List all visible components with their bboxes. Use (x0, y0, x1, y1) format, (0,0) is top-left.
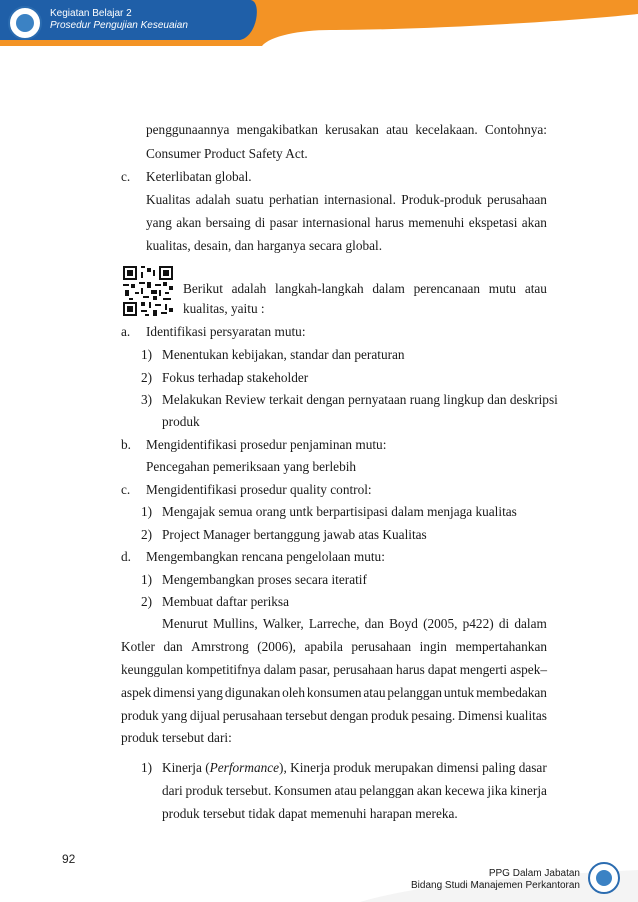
word: dan (163, 639, 183, 654)
word: adalah (195, 192, 231, 207)
text-line (146, 122, 547, 138)
text-line: Consumer Product Safety Act. (146, 146, 308, 161)
word: akan (521, 215, 547, 230)
emphasis-text: Performance (209, 760, 280, 775)
word: Contohnya: (484, 122, 547, 137)
qr-code-icon (123, 266, 173, 316)
word: pelanggan (387, 685, 443, 700)
list-item: Melakukan Review terkait dengan pernyataan ruang lingkup dan deskripsi (162, 392, 558, 407)
word: Kualitas (146, 192, 191, 207)
word: digunakan (224, 685, 281, 700)
text-line: kualitas, yaitu : (183, 301, 265, 316)
word: Larreche, (308, 616, 360, 631)
word: kerusakan (325, 122, 379, 137)
word: konsumen (306, 685, 362, 700)
list-number: 3) (141, 392, 153, 407)
footer-title (411, 868, 580, 892)
list-item: Fokus terhadap stakeholder (162, 370, 309, 385)
word: di (255, 215, 266, 230)
text-segment: Kinerja ( (162, 760, 210, 775)
word: mengerti (459, 662, 508, 677)
word: mengakibatkan (236, 122, 318, 137)
page-header (0, 0, 638, 52)
text-line (183, 281, 547, 297)
list-number: 1) (141, 504, 153, 519)
word: keunggulan (121, 662, 184, 677)
word: internasional. (323, 192, 396, 207)
word: produk (185, 783, 224, 798)
word: Konsumen (274, 783, 332, 798)
word: Amrstrong (191, 639, 249, 654)
header-title (50, 8, 188, 32)
word: Dimensi (457, 708, 503, 723)
list-marker: a. (121, 324, 131, 339)
word: mutu (488, 281, 517, 296)
word: dapat (427, 662, 457, 677)
list-marker: d. (121, 549, 131, 564)
word: Mullins, (212, 616, 258, 631)
word: penggunaannya (146, 122, 230, 137)
word: harus (375, 215, 404, 230)
footer-line-2: Bidang Studi Manajemen Perkantoran (411, 880, 580, 891)
word: apabila (304, 639, 343, 654)
word: dalam (372, 281, 405, 296)
text-line (121, 662, 547, 678)
header-line-1: Kegiatan Belajar 2 (50, 8, 132, 19)
word: adalah (231, 281, 267, 296)
text-line (146, 192, 547, 208)
word: aspek– (510, 662, 547, 677)
list-marker: c. (121, 169, 131, 184)
word: bersaing (205, 215, 251, 230)
word: Walker, (262, 616, 304, 631)
list-heading: Identifikasi persyaratan mutu: (146, 324, 306, 339)
text-line (121, 639, 547, 655)
list-item: Mengajak semua orang untk berpartisipasi dalam menjaga kualitas (162, 504, 517, 519)
word: suatu (235, 192, 264, 207)
word: (2005, (423, 616, 458, 631)
list-number: 2) (141, 370, 153, 385)
text-line (162, 760, 547, 776)
list-item: Mengembangkan proses secara iteratif (162, 572, 367, 587)
word: oleh (282, 685, 305, 700)
list-number: 1) (141, 572, 153, 587)
word: memenuhi (408, 215, 465, 230)
word: untuk (443, 685, 475, 700)
word: dalam (263, 662, 297, 677)
text-line: produk tersebut tidak dapat memenuhi harapan mereka. (162, 806, 458, 821)
list-item: Menentukan kebijakan, standar dan peraturan (162, 347, 405, 362)
text-line (146, 215, 547, 231)
word: membedakan (476, 685, 547, 700)
word: akan (176, 215, 202, 230)
word: kompetitifnya (186, 662, 261, 677)
word: perusahaan (333, 662, 393, 677)
list-number: 1) (141, 760, 153, 775)
word: tersebut (285, 708, 328, 723)
text-segment (162, 760, 547, 776)
list-item: Membuat daftar periksa (162, 594, 290, 609)
word: dimensi (153, 685, 196, 700)
text-line: Pencegahan pemeriksaan yang berlebih (146, 459, 357, 474)
list-marker: b. (121, 437, 131, 452)
text-line: produk (162, 414, 200, 429)
word: atau (386, 122, 409, 137)
word: kecewa (444, 783, 485, 798)
word: Produk-produk (401, 192, 482, 207)
list-heading: Mengidentifikasi prosedur penjaminan mutu: (146, 437, 387, 452)
word: perusahaan (351, 639, 412, 654)
word: p422) (462, 616, 494, 631)
word: perencanaan (413, 281, 481, 296)
word: dijual (189, 708, 221, 723)
ministry-emblem-icon (588, 862, 620, 894)
word: yang (197, 685, 223, 700)
word: aspek (121, 685, 152, 700)
word: ingin (419, 639, 447, 654)
word: produk (370, 708, 409, 723)
list-heading: Mengidentifikasi prosedur quality control: (146, 482, 372, 497)
word: kualitas (505, 708, 547, 723)
word: pelanggan (359, 783, 415, 798)
word: pesaing. (411, 708, 456, 723)
list-item: Project Manager bertanggung jawab atas Kualitas (162, 527, 427, 542)
page-number: 92 (62, 852, 76, 866)
list-number: 1) (141, 347, 153, 362)
word: perusahaan (487, 192, 547, 207)
word: Menurut (162, 616, 208, 631)
list-number: 2) (141, 594, 153, 609)
list-number: 2) (141, 527, 153, 542)
text-line (121, 685, 547, 701)
list-heading: Mengembangkan rencana pengelolaan mutu: (146, 549, 385, 564)
word: dalam (514, 616, 547, 631)
word: pasar, (299, 662, 331, 677)
word: dengan (329, 708, 369, 723)
word: Berikut (183, 281, 223, 296)
text-segment: ), Kinerja produk merupakan dimensi paling dasar (279, 760, 547, 775)
word: kecelakaan. (415, 122, 478, 137)
word: kinerja (510, 783, 547, 798)
word: atau (334, 783, 357, 798)
header-line-2: Prosedur Pengujian Keseuaian (50, 20, 188, 31)
text-line (121, 708, 547, 724)
text-line (162, 783, 547, 799)
list-marker: c. (121, 482, 131, 497)
word: langkah-langkah (275, 281, 364, 296)
word: ekspetasi (468, 215, 518, 230)
word: Kotler (121, 639, 155, 654)
ministry-emblem-icon (8, 6, 42, 40)
word: harus (396, 662, 425, 677)
word: pasar (269, 215, 298, 230)
word: perhatian (269, 192, 319, 207)
text-line (162, 616, 547, 632)
word: tersebut. (225, 783, 272, 798)
footer-line-1: PPG Dalam Jabatan (488, 868, 580, 879)
word: atau (363, 685, 386, 700)
word: dan (364, 616, 384, 631)
word: akan (416, 783, 442, 798)
word: atau (524, 281, 547, 296)
word: (2006), (257, 639, 296, 654)
word: di (498, 616, 510, 631)
word: yang (161, 708, 188, 723)
word: mempertahankan (455, 639, 547, 654)
word: dari (162, 783, 183, 798)
word: internasional (302, 215, 371, 230)
word: perusahaan (222, 708, 283, 723)
text-line: kualitas, desain, dan harganya secara global. (146, 238, 383, 253)
word: produk (121, 708, 159, 723)
word: jika (487, 783, 508, 798)
word: Boyd (389, 616, 418, 631)
list-heading: Keterlibatan global. (146, 169, 252, 184)
text-line: produk tersebut dari: (121, 730, 232, 745)
word: yang (146, 215, 172, 230)
